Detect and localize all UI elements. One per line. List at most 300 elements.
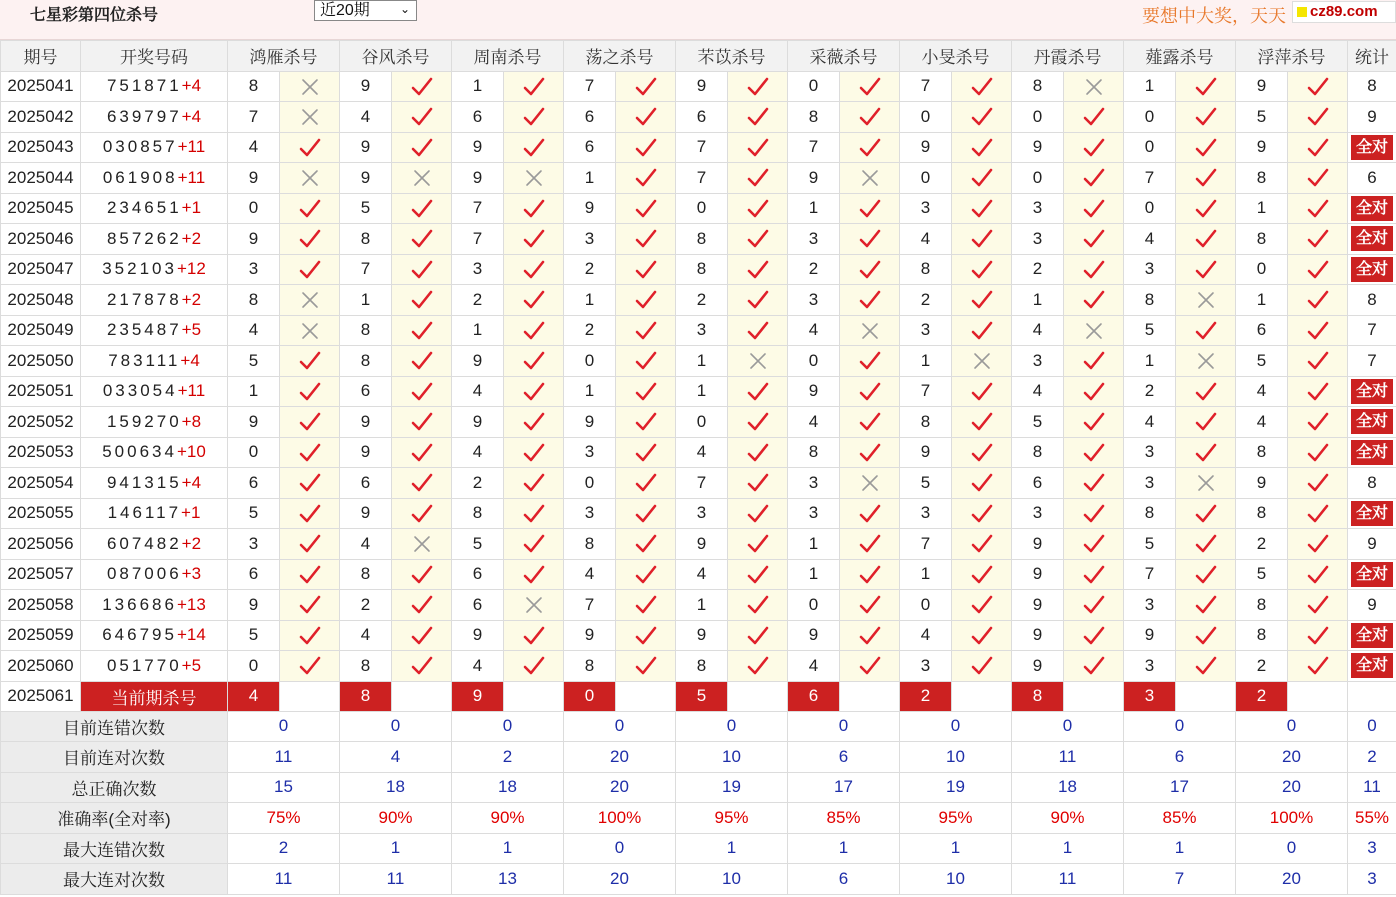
- table-row: [1, 346, 1396, 377]
- check-icon: [635, 626, 657, 646]
- table-row: [1, 193, 1396, 224]
- result-mark: [504, 163, 564, 194]
- table-row: [1, 559, 1396, 590]
- check-icon: [1307, 656, 1329, 676]
- check-icon: [523, 138, 545, 158]
- summary-value: 1: [340, 833, 452, 864]
- kill-pick: 4: [228, 315, 280, 346]
- period-number: 2025059: [1, 620, 81, 651]
- kill-pick: 0: [676, 193, 728, 224]
- check-icon: [1083, 138, 1105, 158]
- result-mark: [1064, 71, 1124, 102]
- kill-pick: 9: [788, 376, 840, 407]
- check-icon: [1307, 412, 1329, 432]
- kill-pick: 3: [1012, 224, 1064, 255]
- result-mark: [280, 71, 340, 102]
- draw-numbers: [81, 132, 228, 163]
- check-icon: [1195, 199, 1217, 219]
- table-row: [1, 651, 1396, 682]
- draw-numbers: [81, 559, 228, 590]
- chevron-down-icon: ⌄: [399, 2, 410, 16]
- result-mark: [1176, 285, 1236, 316]
- kill-pick: 9: [676, 620, 728, 651]
- draw-digits: 857262: [106, 228, 182, 248]
- kill-pick: 9: [340, 407, 392, 438]
- check-icon: [635, 138, 657, 158]
- check-icon: [1083, 473, 1105, 493]
- result-mark: [952, 468, 1012, 499]
- kill-pick: 3: [1124, 437, 1176, 468]
- check-icon: [971, 534, 993, 554]
- check-icon: [1195, 656, 1217, 676]
- draw-special: +14: [176, 625, 206, 645]
- kill-pick: 4: [1236, 407, 1288, 438]
- result-mark: [616, 285, 676, 316]
- kill-pick: 1: [1012, 285, 1064, 316]
- result-mark: [1176, 132, 1236, 163]
- table-row: [1, 285, 1396, 316]
- kill-pick: 4: [900, 224, 952, 255]
- check-icon: [1195, 443, 1217, 463]
- kill-pick: 2: [1236, 651, 1288, 682]
- summary-value: 0: [228, 711, 340, 742]
- result-mark: [840, 71, 900, 102]
- result-mark: [1176, 346, 1236, 377]
- cross-icon: [301, 291, 319, 309]
- result-mark: [392, 163, 452, 194]
- check-icon: [299, 626, 321, 646]
- kill-pick: 3: [228, 254, 280, 285]
- check-icon: [859, 229, 881, 249]
- kill-pick: 1: [1236, 285, 1288, 316]
- kill-pick: 7: [340, 254, 392, 285]
- result-mark: [504, 254, 564, 285]
- draw-numbers: [81, 529, 228, 560]
- kill-pick: 0: [564, 468, 616, 499]
- check-icon: [523, 412, 545, 432]
- kill-pick: 1: [788, 193, 840, 224]
- result-mark: [728, 102, 788, 133]
- cross-icon: [1197, 474, 1215, 492]
- column-header-stat: 统计: [1348, 41, 1396, 72]
- result-mark: [504, 193, 564, 224]
- result-mark: [392, 71, 452, 102]
- summary-row: [1, 742, 1396, 773]
- check-icon: [411, 107, 433, 127]
- check-icon: [747, 504, 769, 524]
- draw-digits: 941315: [106, 472, 182, 492]
- result-mark: [1288, 315, 1348, 346]
- check-icon: [747, 443, 769, 463]
- kill-pick: 8: [1236, 590, 1288, 621]
- kill-pick: 9: [676, 71, 728, 102]
- result-mark: [1176, 224, 1236, 255]
- kill-pick: 9: [452, 620, 504, 651]
- check-icon: [971, 504, 993, 524]
- row-stat: 8: [1348, 468, 1396, 499]
- result-mark: [616, 346, 676, 377]
- result-mark: [504, 468, 564, 499]
- result-mark: [840, 651, 900, 682]
- summary-row: [1, 711, 1396, 742]
- cross-icon: [749, 352, 767, 370]
- check-icon: [635, 382, 657, 402]
- column-header-expert: 谷风杀号: [340, 41, 452, 72]
- check-icon: [1307, 351, 1329, 371]
- kill-pick: 9: [228, 590, 280, 621]
- result-mark: [1176, 71, 1236, 102]
- current-kill-spacer: [840, 681, 900, 711]
- brand-dot-icon: [1297, 7, 1307, 17]
- all-correct-badge: 全对: [1351, 440, 1393, 465]
- result-mark: [1064, 437, 1124, 468]
- kill-pick: 8: [228, 71, 280, 102]
- kill-pick: 4: [788, 651, 840, 682]
- check-icon: [859, 199, 881, 219]
- kill-pick: 9: [452, 346, 504, 377]
- draw-numbers: [81, 376, 228, 407]
- result-mark: [280, 529, 340, 560]
- result-mark: [392, 132, 452, 163]
- check-icon: [971, 260, 993, 280]
- kill-pick: 7: [228, 102, 280, 133]
- result-mark: [504, 224, 564, 255]
- check-icon: [859, 290, 881, 310]
- kill-pick: 8: [1012, 437, 1064, 468]
- kill-pick: 4: [452, 376, 504, 407]
- check-icon: [1195, 321, 1217, 341]
- result-mark: [280, 468, 340, 499]
- summary-label: 准确率(全对率): [1, 803, 228, 834]
- check-icon: [1083, 199, 1105, 219]
- kill-pick: 8: [1124, 498, 1176, 529]
- check-icon: [523, 107, 545, 127]
- result-mark: [952, 254, 1012, 285]
- kill-pick: 9: [228, 407, 280, 438]
- check-icon: [523, 260, 545, 280]
- check-icon: [1307, 565, 1329, 585]
- draw-special: +1: [181, 198, 202, 218]
- check-icon: [859, 138, 881, 158]
- check-icon: [1307, 473, 1329, 493]
- check-icon: [859, 626, 881, 646]
- period-select[interactable]: [314, 0, 417, 21]
- result-mark: [952, 529, 1012, 560]
- check-icon: [1307, 77, 1329, 97]
- summary-value: 1: [900, 833, 1012, 864]
- result-mark: [1064, 346, 1124, 377]
- result-mark: [392, 590, 452, 621]
- check-icon: [523, 229, 545, 249]
- result-mark: [1064, 224, 1124, 255]
- kill-pick: 1: [340, 285, 392, 316]
- kill-pick: 2: [900, 285, 952, 316]
- draw-special: +11: [177, 167, 206, 187]
- draw-digits: 751871: [106, 76, 182, 96]
- kill-pick: 7: [1124, 163, 1176, 194]
- kill-pick: 7: [1124, 559, 1176, 590]
- period-number: 2025054: [1, 468, 81, 499]
- check-icon: [1307, 290, 1329, 310]
- result-mark: [616, 193, 676, 224]
- summary-label: 最大连错次数: [1, 833, 228, 864]
- all-correct-badge: 全对: [1351, 135, 1393, 160]
- kill-pick: 8: [228, 285, 280, 316]
- summary-stat: 3: [1348, 833, 1396, 864]
- result-mark: [728, 163, 788, 194]
- result-mark: [728, 376, 788, 407]
- kill-pick: 1: [228, 376, 280, 407]
- kill-pick: 0: [228, 437, 280, 468]
- result-mark: [952, 590, 1012, 621]
- result-mark: [392, 285, 452, 316]
- kill-pick: 1: [564, 285, 616, 316]
- draw-digits: 146117: [107, 503, 182, 523]
- result-mark: [728, 285, 788, 316]
- check-icon: [1307, 168, 1329, 188]
- period-number: 2025049: [1, 315, 81, 346]
- kill-pick: 8: [900, 254, 952, 285]
- row-stat: [1348, 254, 1396, 285]
- check-icon: [635, 77, 657, 97]
- result-mark: [616, 468, 676, 499]
- row-stat: [1348, 651, 1396, 682]
- check-icon: [299, 199, 321, 219]
- table-row: [1, 132, 1396, 163]
- check-icon: [411, 260, 433, 280]
- check-icon: [859, 534, 881, 554]
- kill-pick: 3: [900, 193, 952, 224]
- result-mark: [616, 71, 676, 102]
- current-kill-number: 5: [676, 681, 728, 711]
- check-icon: [971, 138, 993, 158]
- kill-pick: 1: [900, 559, 952, 590]
- kill-pick: 8: [340, 315, 392, 346]
- summary-value: 18: [340, 772, 452, 803]
- check-icon: [1195, 534, 1217, 554]
- result-mark: [616, 437, 676, 468]
- kill-pick: 5: [1236, 559, 1288, 590]
- summary-value: 6: [1124, 742, 1236, 773]
- check-icon: [859, 412, 881, 432]
- result-mark: [1176, 590, 1236, 621]
- check-icon: [859, 260, 881, 280]
- result-mark: [1064, 651, 1124, 682]
- brand-logo[interactable]: [1292, 1, 1396, 23]
- result-mark: [728, 315, 788, 346]
- check-icon: [1083, 656, 1105, 676]
- kill-pick: 3: [676, 498, 728, 529]
- check-icon: [635, 504, 657, 524]
- period-number: 2025053: [1, 437, 81, 468]
- check-icon: [411, 412, 433, 432]
- result-mark: [504, 132, 564, 163]
- check-icon: [971, 290, 993, 310]
- result-mark: [1064, 620, 1124, 651]
- summary-value: 0: [788, 711, 900, 742]
- table-row: [1, 437, 1396, 468]
- kill-pick: 8: [564, 651, 616, 682]
- kill-pick: 1: [788, 529, 840, 560]
- check-icon: [411, 473, 433, 493]
- kill-pick: 9: [452, 132, 504, 163]
- kill-pick: 3: [788, 224, 840, 255]
- kill-pick: 2: [676, 285, 728, 316]
- result-mark: [1064, 468, 1124, 499]
- check-icon: [411, 504, 433, 524]
- result-mark: [728, 193, 788, 224]
- kill-pick: 8: [1124, 285, 1176, 316]
- kill-pick: 3: [564, 498, 616, 529]
- kill-pick: 9: [564, 407, 616, 438]
- cross-icon: [413, 535, 431, 553]
- check-icon: [1195, 595, 1217, 615]
- result-mark: [952, 407, 1012, 438]
- row-stat: [1348, 620, 1396, 651]
- cross-icon: [301, 169, 319, 187]
- check-icon: [411, 443, 433, 463]
- all-correct-badge: 全对: [1351, 501, 1393, 526]
- summary-value: 17: [1124, 772, 1236, 803]
- kill-pick: 8: [340, 224, 392, 255]
- result-mark: [1288, 590, 1348, 621]
- summary-value: 7: [1124, 864, 1236, 895]
- period-number: 2025047: [1, 254, 81, 285]
- check-icon: [1083, 382, 1105, 402]
- table-row: [1, 468, 1396, 499]
- kill-pick: 8: [1236, 163, 1288, 194]
- table-row: [1, 498, 1396, 529]
- draw-numbers: [81, 163, 228, 194]
- check-icon: [971, 626, 993, 646]
- result-mark: [952, 315, 1012, 346]
- result-mark: [840, 285, 900, 316]
- result-mark: [728, 529, 788, 560]
- check-icon: [635, 168, 657, 188]
- table-row: [1, 376, 1396, 407]
- check-icon: [1083, 351, 1105, 371]
- summary-value: 11: [1012, 742, 1124, 773]
- kill-pick: 8: [676, 224, 728, 255]
- summary-value: 2: [452, 742, 564, 773]
- summary-label: 目前连错次数: [1, 711, 228, 742]
- kill-pick: 0: [1124, 102, 1176, 133]
- check-icon: [523, 534, 545, 554]
- result-mark: [1288, 468, 1348, 499]
- result-mark: [616, 254, 676, 285]
- current-kill-number: 6: [788, 681, 840, 711]
- kill-pick: 2: [340, 590, 392, 621]
- cross-icon: [861, 169, 879, 187]
- summary-value: 0: [900, 711, 1012, 742]
- kill-pick: 6: [564, 132, 616, 163]
- check-icon: [299, 565, 321, 585]
- cross-icon: [301, 108, 319, 126]
- check-icon: [747, 107, 769, 127]
- current-period-number: 2025061: [1, 681, 81, 711]
- summary-value: 1: [1012, 833, 1124, 864]
- kill-pick: 9: [1012, 620, 1064, 651]
- kill-pick: 4: [340, 620, 392, 651]
- kill-pick: 7: [452, 193, 504, 224]
- kill-pick: 1: [676, 346, 728, 377]
- kill-pick: 4: [676, 559, 728, 590]
- check-icon: [859, 107, 881, 127]
- kill-pick: 0: [1012, 163, 1064, 194]
- cross-icon: [973, 352, 991, 370]
- kill-pick: 3: [900, 315, 952, 346]
- result-mark: [504, 529, 564, 560]
- kill-pick: 2: [1124, 376, 1176, 407]
- check-icon: [411, 321, 433, 341]
- kill-pick: 3: [900, 498, 952, 529]
- check-icon: [635, 290, 657, 310]
- draw-digits: 217878: [106, 289, 182, 309]
- kill-pick: 4: [1012, 376, 1064, 407]
- kill-pick: 4: [1124, 224, 1176, 255]
- check-icon: [523, 656, 545, 676]
- check-icon: [635, 534, 657, 554]
- period-number: 2025051: [1, 376, 81, 407]
- row-stat: 7: [1348, 346, 1396, 377]
- check-icon: [1307, 382, 1329, 402]
- period-number: 2025048: [1, 285, 81, 316]
- period-number: 2025043: [1, 132, 81, 163]
- result-mark: [392, 346, 452, 377]
- draw-numbers: [81, 254, 228, 285]
- all-correct-badge: 全对: [1351, 226, 1393, 251]
- draw-numbers: [81, 468, 228, 499]
- row-stat: 9: [1348, 529, 1396, 560]
- summary-label: 最大连对次数: [1, 864, 228, 895]
- result-mark: [1288, 71, 1348, 102]
- draw-digits: 639797: [106, 106, 182, 126]
- row-stat: [1348, 407, 1396, 438]
- summary-value: 0: [1236, 711, 1348, 742]
- current-kill-number: 4: [228, 681, 280, 711]
- result-mark: [952, 163, 1012, 194]
- kill-pick: 0: [228, 193, 280, 224]
- current-kill-spacer: [616, 681, 676, 711]
- summary-value: 11: [1012, 864, 1124, 895]
- column-header-expert: 小旻杀号: [900, 41, 1012, 72]
- summary-value: 19: [676, 772, 788, 803]
- check-icon: [971, 565, 993, 585]
- kill-pick: 0: [788, 346, 840, 377]
- kill-pick: 6: [564, 102, 616, 133]
- draw-numbers: [81, 651, 228, 682]
- current-kill-spacer: [952, 681, 1012, 711]
- draw-special: +12: [176, 259, 206, 279]
- check-icon: [747, 595, 769, 615]
- check-icon: [1195, 565, 1217, 585]
- kill-pick: 9: [1236, 132, 1288, 163]
- result-mark: [504, 590, 564, 621]
- summary-row: [1, 772, 1396, 803]
- kill-pick: 0: [676, 407, 728, 438]
- kill-pick: 2: [1012, 254, 1064, 285]
- check-icon: [523, 290, 545, 310]
- kill-pick: 4: [340, 102, 392, 133]
- check-icon: [299, 504, 321, 524]
- result-mark: [840, 346, 900, 377]
- result-mark: [280, 498, 340, 529]
- check-icon: [411, 290, 433, 310]
- column-header-expert: 荡之杀号: [564, 41, 676, 72]
- promo-banner[interactable]: 要想中大奖，天天: [1142, 6, 1286, 26]
- check-icon: [411, 138, 433, 158]
- result-mark: [280, 407, 340, 438]
